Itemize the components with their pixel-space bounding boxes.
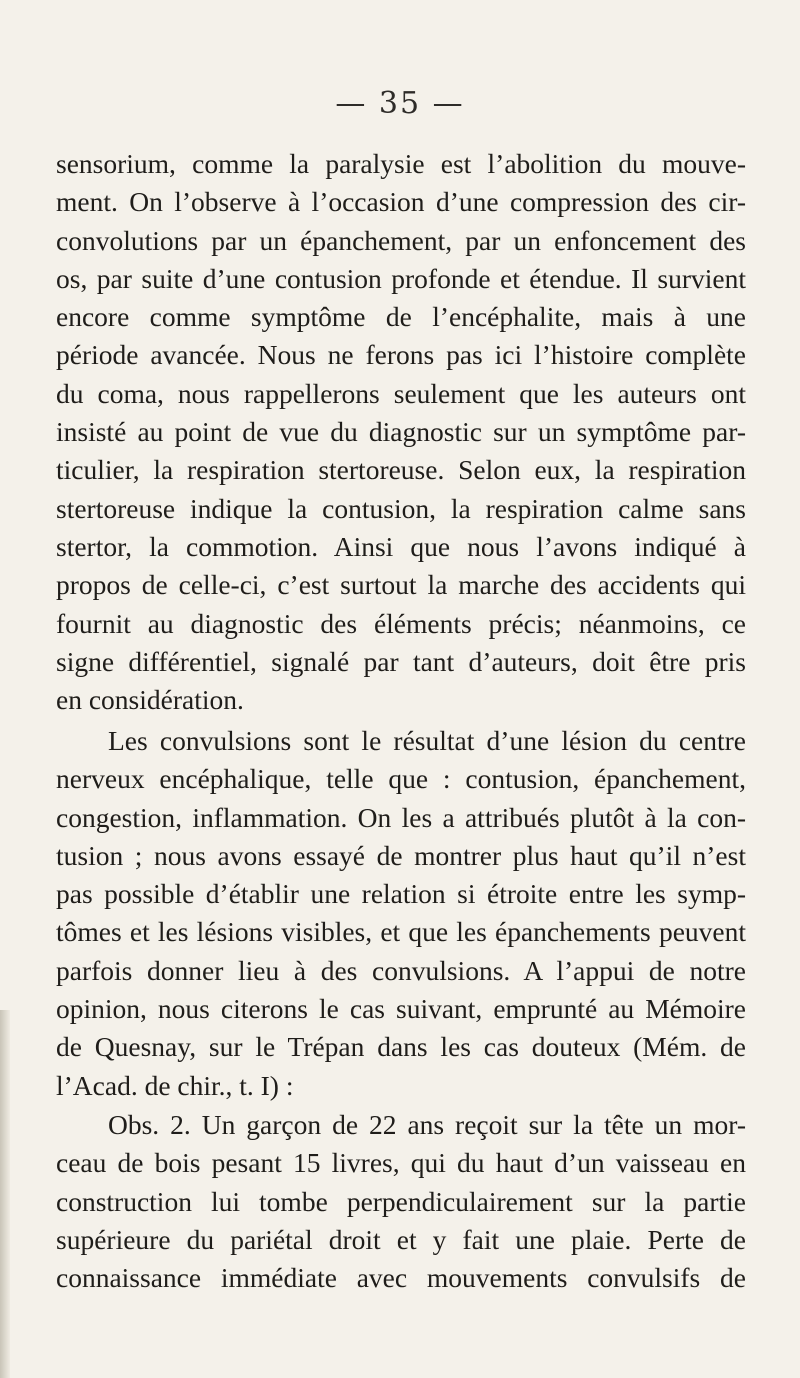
text-line: opinion, nous citerons le cas suivant, emprunté au Mémoire xyxy=(56,993,746,1025)
text-line: sensorium, comme la paralysie est l’abolition du mouve- xyxy=(56,148,746,179)
text-line: congestion, inflammation. On les a attribués plutôt à la con- xyxy=(56,801,746,833)
text-line: tusion ; nous avons essayé de montrer plus haut qu’il n’est xyxy=(56,839,746,871)
paragraph-observation-2 xyxy=(56,1106,746,1297)
text-line: en considération. xyxy=(56,684,244,716)
text-line: signe différentiel, signalé par tant d’auteurs, doit être pris xyxy=(56,645,746,677)
text-line: période avancée. Nous ne ferons pas ici l’histoire complète xyxy=(56,339,746,371)
text-line: Les convulsions sont le résultat d’une lésion du centre xyxy=(108,725,746,756)
text-line: l’Acad. de chir., t. I) : xyxy=(56,1069,294,1101)
text-line: parfois donner lieu à des convulsions. A l’appui de notre xyxy=(56,954,746,986)
page-number: — 35 — xyxy=(335,86,465,121)
text-line: ment. On l’observe à l’occasion d’une compression des cir- xyxy=(56,186,746,218)
text-line: insisté au point de vue du diagnostic sur un symptôme par- xyxy=(56,416,746,448)
text-line: du coma, nous rappellerons seulement que les auteurs ont xyxy=(56,377,746,409)
paragraph-convulsions xyxy=(56,722,746,1105)
text-line: de Quesnay, sur le Trépan dans les cas douteux (Mém. de xyxy=(56,1031,746,1063)
text-line: propos de celle-ci, c’est surtout la marche des accidents qui xyxy=(56,569,746,601)
text-line: ceau de bois pesant 15 livres, qui du haut d’un vaisseau en xyxy=(56,1147,746,1179)
text-line: nerveux encéphalique, telle que : contusion, épanchement, xyxy=(56,763,746,795)
paragraph-sensorium xyxy=(56,145,746,719)
text-line: os, par suite d’une contusion profonde et étendue. Il survient xyxy=(56,262,746,294)
text-line: stertor, la commotion. Ainsi que nous l’avons indiqué à xyxy=(56,530,746,562)
text-line: pas possible d’établir une relation si étroite entre les symp- xyxy=(56,878,746,910)
text-line: tômes et les lésions visibles, et que les épanchements peuvent xyxy=(56,916,746,948)
text-line: stertoreuse indique la contusion, la respiration calme sans xyxy=(56,492,746,524)
text-line: supérieure du pariétal droit et y fait une plaie. Perte de xyxy=(56,1223,746,1255)
text-line: Obs. 2. Un garçon de 22 ans reçoit sur la tête un mor- xyxy=(108,1109,746,1140)
text-line: connaissance immédiate avec mouvements convulsifs de xyxy=(56,1262,746,1294)
text-line: convolutions par un épanchement, par un enfoncement des xyxy=(56,224,746,256)
text-line: construction lui tombe perpendiculairement sur la partie xyxy=(56,1185,746,1217)
text-line: encore comme symptôme de l’encéphalite, mais à une xyxy=(56,301,746,333)
page-gutter-shadow xyxy=(0,1010,10,1378)
text-line: ticulier, la respiration stertoreuse. Selon eux, la respiration xyxy=(56,454,746,486)
text-line: fournit au diagnostic des éléments précis; néanmoins, ce xyxy=(56,607,746,639)
